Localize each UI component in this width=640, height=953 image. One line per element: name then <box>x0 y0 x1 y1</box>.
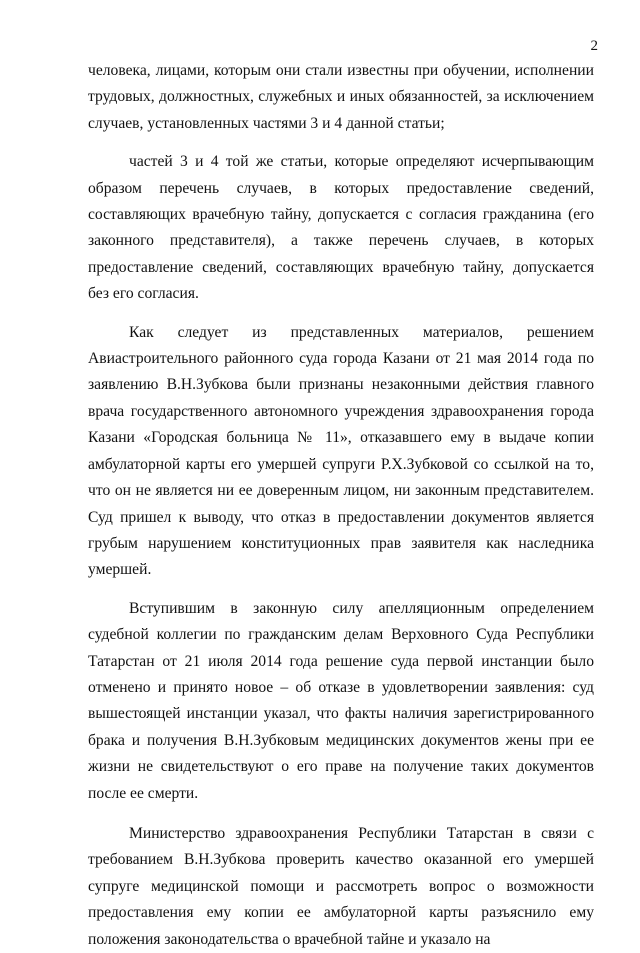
paragraph-appeal-ruling: Вступившим в законную силу апелляционным определением судебной коллегии по гражданским делам Верховного Суда Республики Татарстан от 21 июля 2014 года решение суда первой инстанции было отменено и принято новое – об отказе в удовлетворении заявления: суд вышестоящей инстанции указал, что факты наличия зарегистрированного брака и получения В.Н.Зубковым медицинских документов жены при ее жизни не свидетельствуют о его праве на получение таких документов после ее смерти. <box>88 599 594 802</box>
paragraph-district-court-decision: Как следует из представленных материалов, решением Авиастроительного районного суда города Казани от 21 мая 2014 года по заявлению В.Н.Зубкова были признаны незаконными действия главного врача государственного автономного учреждения здравоохранения города Казани «Городская больница № 11», отказавшего ему в выдаче копии амбулаторной карты его умершей супруги Р.Х.Зубковой со ссылкой на то, что он не является ни ее доверенным лицом, ни законным представителем. Суд пришел к выводу, что отказ в предоставлении документов является грубым нарушением конституционных прав заявителя как наследника умершей. <box>88 323 594 579</box>
paragraph-ministry-response: Министерство здравоохранения Республики Татарстан в связи с требованием В.Н.Зубкова проверить качество оказанной его умершей супруге медицинской помощи и рассмотреть вопрос о возможности предоставления ему копии ее амбулаторной карты разъяснило ему положения законодательства о врачебной тайне и указало на <box>88 824 594 948</box>
paragraph-continued: человека, лицами, которым они стали известны при обучении, исполнении трудовых, должностных, служебных и иных обязанностей, за исключением случаев, установленных частями 3 и 4 данной статьи; <box>88 62 594 132</box>
page-number: 2 <box>590 38 598 54</box>
document-body <box>88 58 594 953</box>
paragraph-parts-3-4: частей 3 и 4 той же статьи, которые определяют исчерпывающим образом перечень случаев, в которых предоставление сведений, составляющих врачебную тайну, допускается с согласия гражданина (его законного представителя), а также перечень случаев, в которых предоставление сведений, составляющих врачебную тайну, допускается без его согласия. <box>88 153 594 303</box>
